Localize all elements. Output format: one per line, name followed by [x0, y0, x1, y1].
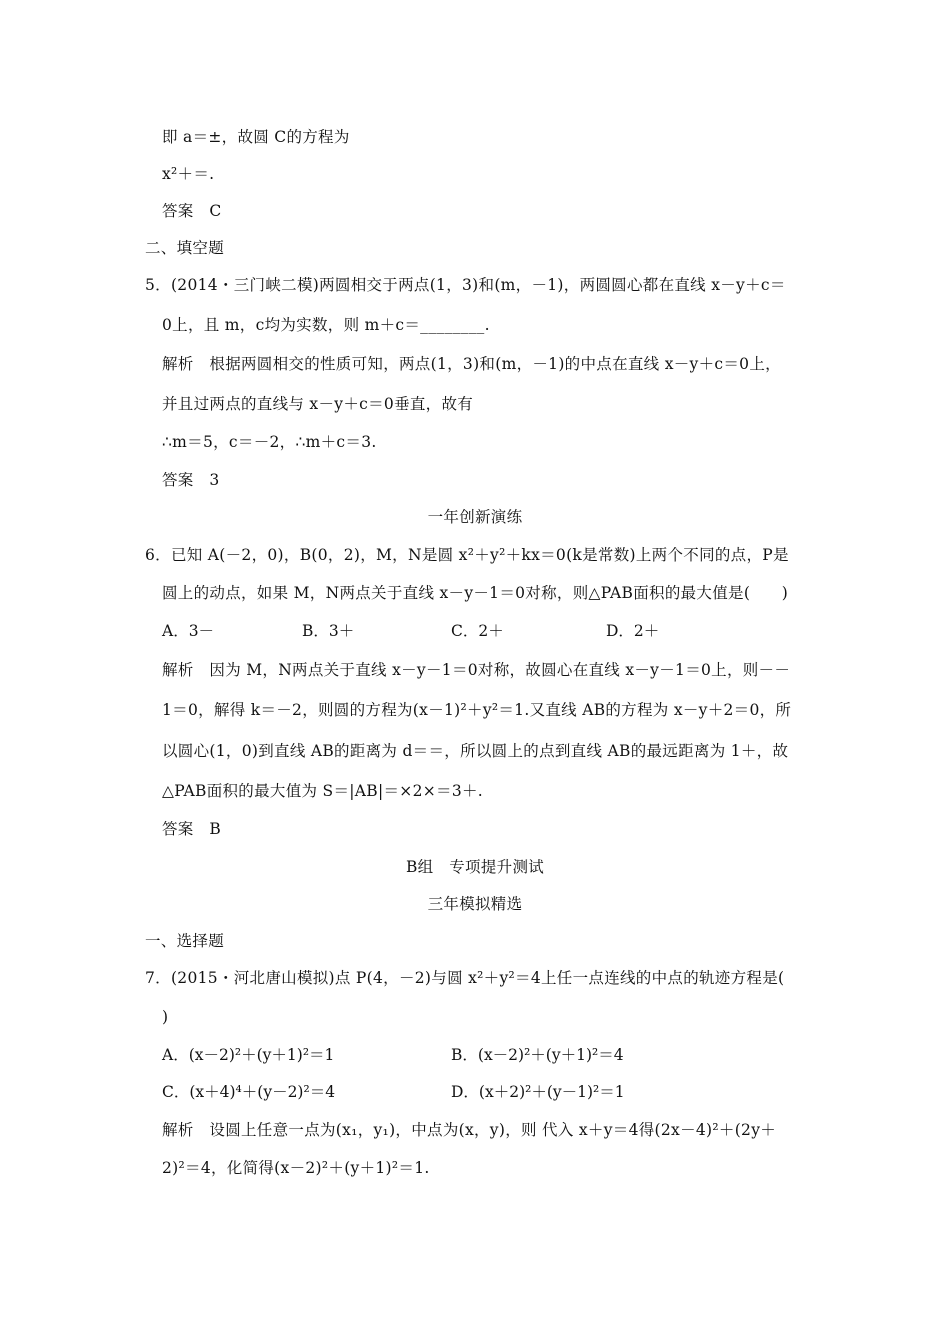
section-fill-blank: 二、填空题: [145, 239, 225, 257]
answer-5: 答案 3: [162, 471, 220, 489]
question-7-line-2: ): [162, 1008, 169, 1026]
question-7-line-1: 7．(2015・河北唐山模拟)点 P(4，－2)与圆 x²＋y²＝4上任一点连线的中点的轨迹方程是(: [145, 969, 785, 987]
q7-option-b: B．(x－2)²＋(y＋1)²＝4: [451, 1046, 624, 1064]
question-5-line-2: 0上，且 m，c均为实数，则 m＋c＝________.: [162, 316, 490, 334]
solution-7-line-2: 2)²＝4，化简得(x－2)²＋(y＋1)²＝1.: [162, 1159, 430, 1177]
q7-option-d: D．(x＋2)²＋(y－1)²＝1: [451, 1083, 625, 1101]
q6-option-b: B．3＋: [302, 622, 355, 640]
solution-6-line-2: 1＝0，解得 k＝－2，则圆的方程为(x－1)²＋y²＝1.又直线 AB的方程为 x－y＋2＝0，所: [162, 701, 792, 719]
solution-6-line-4: △PAB面积的最大值为 S＝|AB|＝×2×＝3＋.: [162, 782, 484, 800]
question-6-line-2: 圆上的动点，如果 M，N两点关于直线 x－y－1＝0对称，则△PAB面积的最大值是( ): [162, 584, 789, 602]
q6-option-c: C．2＋: [451, 622, 504, 640]
q6-option-d: D．2＋: [606, 622, 660, 640]
question-6-line-1: 6．已知 A(－2，0)，B(0，2)，M，N是圆 x²＋y²＋kx＝0(k是常数)上两个不同的点，P是: [145, 546, 789, 564]
solution-6-line-3: 以圆心(1，0)到直线 AB的距离为 d＝＝，所以圆上的点到直线 AB的最远距离为 1＋，故: [162, 742, 789, 760]
q7-option-a: A．(x－2)²＋(y＋1)²＝1: [162, 1046, 335, 1064]
heading-group-b: B组 专项提升测试: [405, 858, 545, 876]
answer-label: 答案 C: [162, 202, 222, 220]
solution-5-line-3: ∴m＝5，c＝－2，∴m＋c＝3.: [162, 433, 377, 451]
question-5-line-1: 5．(2014・三门峡二模)两圆相交于两点(1，3)和(m，－1)，两圆圆心都在直线 x－y＋c＝: [145, 276, 786, 294]
solution-7-line-1: 解析 设圆上任意一点为(x₁，y₁)，中点为(x，y)，则 代入 x＋y＝4得(2x－4)²＋(2y＋: [162, 1121, 777, 1139]
solution-5-line-1: 解析 根据两圆相交的性质可知，两点(1，3)和(m，－1)的中点在直线 x－y＋c＝0上，: [162, 355, 781, 373]
q6-option-a: A．3－: [162, 622, 215, 640]
heading-innovation: 一年创新演练: [427, 508, 523, 526]
line-l1: 即 a＝±，故圆 C的方程为: [162, 128, 350, 146]
section-choice: 一、选择题: [145, 932, 225, 950]
q7-option-c: C．(x＋4)⁴＋(y－2)²＝4: [162, 1083, 336, 1101]
solution-5-line-2: 并且过两点的直线与 x－y＋c＝0垂直，故有: [162, 395, 474, 413]
line-l2: x²＋＝.: [162, 165, 215, 183]
answer-6: 答案 B: [162, 820, 222, 838]
heading-three-years: 三年模拟精选: [427, 895, 523, 913]
solution-6-line-1: 解析 因为 M，N两点关于直线 x－y－1＝0对称，故圆心在直线 x－y－1＝0上，则－－: [162, 661, 791, 679]
